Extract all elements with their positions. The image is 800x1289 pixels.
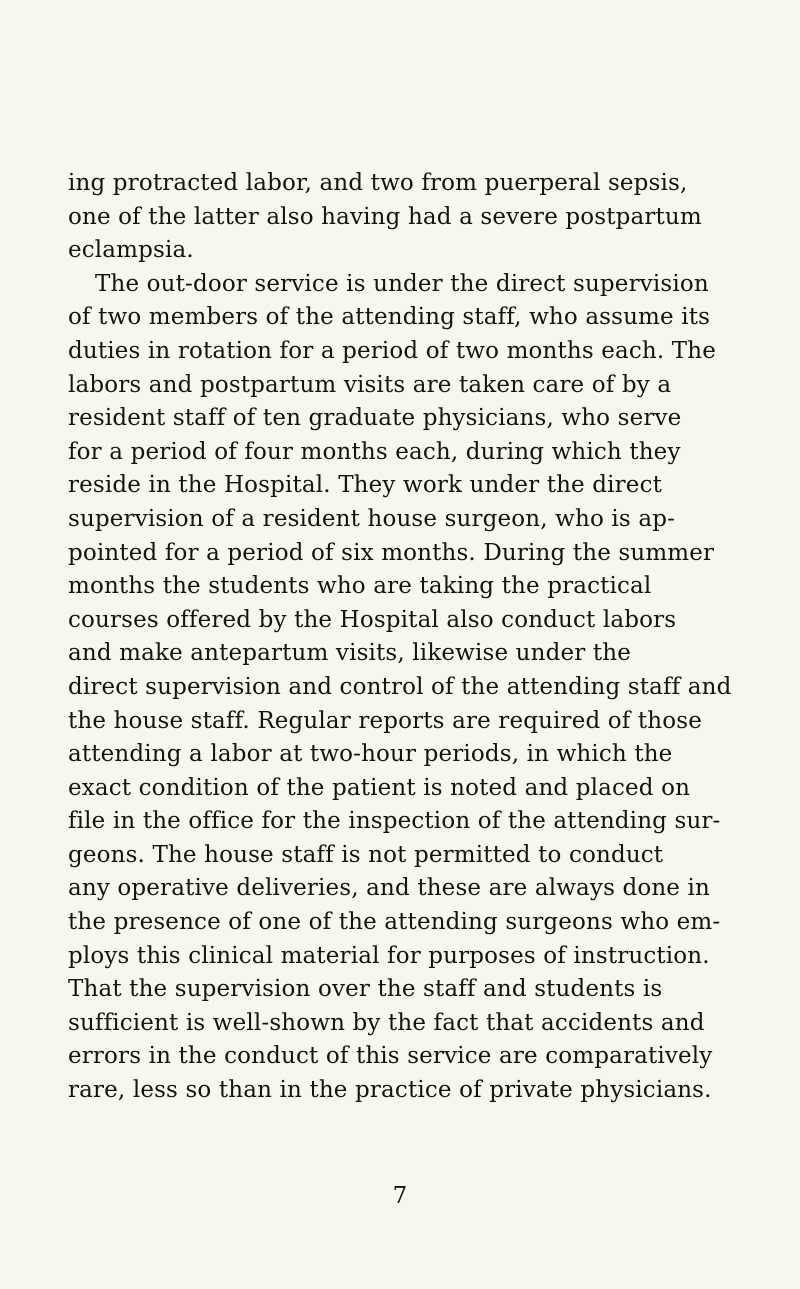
text-line: direct supervision and control of the attending staff and: [68, 673, 732, 700]
page-number: 7: [392, 1183, 408, 1209]
text-line: months the students who are taking the practical: [68, 573, 652, 600]
text-line: rare, less so than in the practice of private physicians.: [68, 1077, 712, 1104]
paragraph-start-line: The out-door service is under the direct supervision: [95, 270, 709, 297]
text-line: ploys this clinical material for purposes of instruction.: [68, 942, 710, 969]
text-line: and make antepartum visits, likewise under the: [68, 640, 631, 667]
text-line: geons. The house staff is not permitted to conduct: [68, 841, 664, 868]
text-line: the presence of one of the attending surgeons who em-: [68, 909, 721, 936]
text-line: duties in rotation for a period of two months each. The: [68, 337, 717, 364]
text-line: one of the latter also having had a severe postpartum: [68, 203, 702, 230]
text-line: file in the office for the inspection of the attending sur-: [68, 808, 721, 835]
text-line: sufficient is well-shown by the fact that accidents and: [68, 1009, 705, 1036]
text-line: reside in the Hospital. They work under the direct: [68, 472, 662, 499]
text-line: That the supervision over the staff and students is: [68, 976, 663, 1003]
text-line: exact condition of the patient is noted and placed on: [68, 774, 691, 801]
text-line: the house staff. Regular reports are required of those: [68, 707, 702, 734]
text-line: errors in the conduct of this service are comparatively: [68, 1043, 713, 1070]
text-line: pointed for a period of six months. During the summer: [68, 539, 715, 566]
body-text: [68, 167, 798, 1108]
text-line: ing protracted labor, and two from puerperal sepsis,: [68, 170, 688, 196]
text-line: supervision of a resident house surgeon, who is ap-: [68, 505, 675, 532]
text-line: attending a labor at two-hour periods, in which the: [68, 741, 673, 768]
text-line: labors and postpartum visits are taken care of by a: [68, 371, 672, 398]
text-line: any operative deliveries, and these are always done in: [68, 875, 711, 902]
text-line: resident staff of ten graduate physicians, who serve: [68, 405, 682, 432]
text-line: courses offered by the Hospital also conduct labors: [68, 606, 677, 633]
text-line: eclampsia.: [68, 237, 194, 264]
text-line: for a period of four months each, during which they: [68, 438, 681, 465]
text-line: of two members of the attending staff, who assume its: [68, 304, 711, 331]
